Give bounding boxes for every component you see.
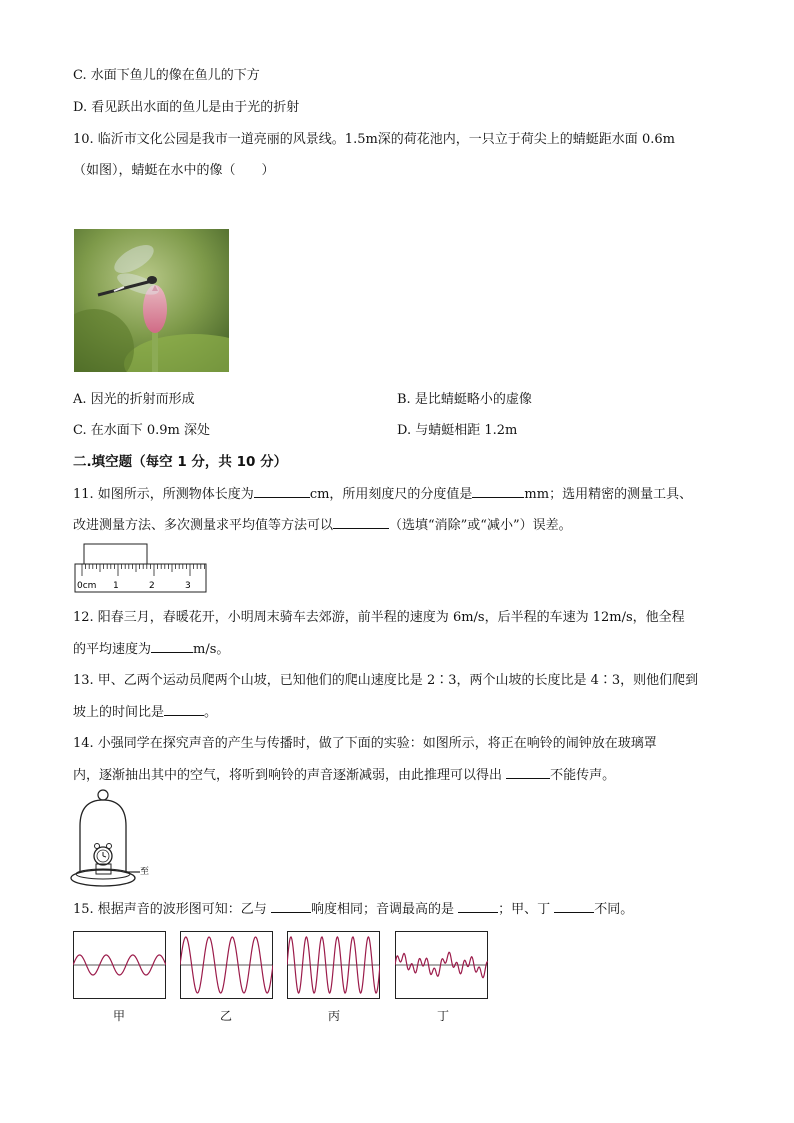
q11-stem-line1 [73, 485, 692, 504]
q11-blank-length[interactable] [254, 485, 310, 498]
waveform-jia [73, 931, 166, 999]
q10-option-c: C. 在水面下 0.9m 深处 [73, 423, 211, 438]
q15-stem [73, 900, 633, 919]
q12-stem-line2 [73, 640, 229, 659]
q11-text-d: 改进测量方法、多次测量求平均值等方法可以 [73, 518, 334, 533]
q11-text-e: （选填“消除”或“减小”）误差。 [389, 518, 572, 533]
q12-stem-line1: 12. 阳春三月，春暖花开，小明周末骑车去郊游，前半程的速度为 6m/s，后半程的车速为 12m/s，他全程 [73, 610, 685, 625]
waveform-bing [287, 931, 380, 999]
q14-text-b: 不能传声。 [550, 768, 616, 783]
q11-blank-error[interactable] [333, 516, 389, 529]
q11-text-a: 11. 如图所示，所测物体长度为 [73, 487, 254, 502]
q10-stem-line2: （如图），蜻蜓在水中的像（ ） [73, 163, 275, 178]
q15-text-c: ；甲、丁 [498, 902, 555, 917]
waveform-ding [395, 931, 488, 999]
q11-blank-division[interactable] [472, 485, 524, 498]
q12-text-b: m/s。 [193, 642, 230, 657]
q11-stem-line2 [73, 516, 572, 535]
q14-blank-medium[interactable] [506, 766, 550, 779]
q11-text-b: cm，所用刻度尺的分度值是 [309, 487, 473, 502]
q15-blank-pitch[interactable] [458, 900, 498, 913]
q13-stem-line2 [73, 703, 217, 722]
q15-text-a: 15. 根据声音的波形图可知：乙与 [73, 902, 271, 917]
q13-stem-line1: 13. 甲、乙两个运动员爬两个山坡，已知他们的爬山速度比是 2∶3，两个山坡的长度比是 4∶3，则他们爬到 [73, 673, 699, 688]
q10-option-a: A. 因光的折射而形成 [73, 392, 195, 407]
q11-text-c: mm；选用精密的测量工具、 [524, 487, 693, 502]
q14-stem-line1: 14. 小强同学在探究声音的产生与传播时，做了下面的实验：如图所示，将正在响铃的闹钟放在玻璃罩 [73, 736, 657, 751]
q12-blank-speed[interactable] [151, 640, 193, 653]
q9-option-d: D. 看见跃出水面的鱼儿是由于光的折射 [73, 100, 300, 115]
bell-pump-label: 至 [140, 867, 150, 877]
q15-blank-timbre[interactable] [554, 900, 594, 913]
q14-stem-line2 [73, 766, 615, 785]
q10-stem-line1: 10. 临沂市文化公园是我市一道亮丽的风景线。1.5m深的荷花池内，一只立于荷尖上的蜻蜓距水面 0.6m [73, 132, 675, 147]
wave-label-ding: 丁 [437, 1009, 450, 1023]
q15-text-b: 响度相同；音调最高的是 [310, 902, 459, 917]
q14-text-a: 内，逐渐抽出其中的空气，将听到响铃的声音逐渐减弱，由此推理可以得出 [73, 768, 507, 783]
ruler-tick-2: 2 [149, 581, 155, 591]
q13-blank-ratio[interactable] [164, 703, 204, 716]
q15-text-d: 不同。 [594, 902, 634, 917]
dragonfly-lotus-photo [74, 229, 229, 372]
bell-jar-figure [70, 786, 160, 892]
q13-text-a: 坡上的时间比是 [73, 705, 165, 720]
wave-label-yi: 乙 [220, 1009, 233, 1023]
ruler-tick-1: 1 [113, 581, 119, 591]
wave-label-bing: 丙 [328, 1009, 341, 1023]
section-title: 二.填空题（每空 1 分，共 10 分） [73, 454, 288, 470]
wave-label-jia: 甲 [113, 1009, 126, 1023]
ruler-unit-label: 0cm [77, 581, 97, 591]
waveform-yi [180, 931, 273, 999]
q13-text-b: 。 [204, 705, 218, 720]
q10-option-d: D. 与蜻蜓相距 1.2m [397, 423, 518, 438]
q12-text-a: 的平均速度为 [73, 642, 152, 657]
ruler-tick-3: 3 [185, 581, 191, 591]
q10-option-b: B. 是比蜻蜓略小的虚像 [397, 392, 532, 407]
q15-blank-loudness[interactable] [271, 900, 311, 913]
q9-option-c: C. 水面下鱼儿的像在鱼儿的下方 [73, 68, 260, 83]
ruler-figure [74, 543, 209, 595]
